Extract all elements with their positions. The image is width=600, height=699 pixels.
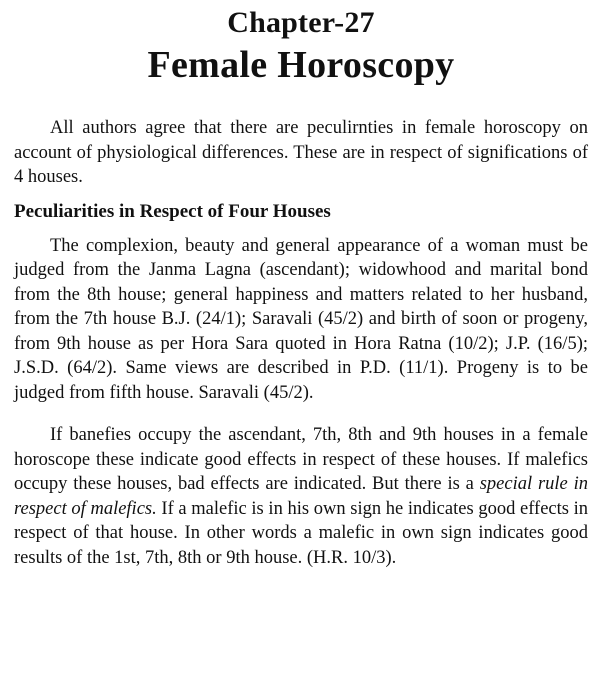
- paragraph-2-text-end: If a malefic is in his own sign he indicates good effects in respect of that house. In other words a malefic in own sign indicates good results of the 1st, 7th, 8th or 9th house. (H.R. 10/3).: [14, 498, 589, 568]
- chapter-title: Female Horoscopy: [147, 44, 455, 86]
- section-heading: Peculiarities in Respect of Four Houses: [14, 200, 331, 222]
- body-paragraph-1: The complexion, beauty and general appearance of a woman must be judged from the Janma Lagna (ascendant); widowhood and marital bond from the 8th house; general happiness and matters related to her husband, from the 7th house B.J. (24/1); Saravali (45/2) and birth of soon or progeny, from 9th house as per Hora Sara quoted in Hora Ratna (10/2); J.P. (16/5); J.S.D. (64/2). Same views are described in P.D. (11/1). Progeny is to be judged from fifth house. Saravali (45/2).: [14, 235, 588, 403]
- paragraph-2-text-start: If banefies occupy the ascendant, 7th, 8th and 9th houses in a female horoscope these indicate good effects in respect of these houses. If malefics occupy these houses, bad effects are indicated. But there is a: [14, 425, 588, 494]
- intro-paragraph: All authors agree that there are peculirnties in female horoscopy on account of physiological differences. These are in respect of significations of 4 houses.: [14, 118, 588, 187]
- paragraph-2-italic-phrase: special rule in respect of malefics.: [14, 474, 588, 519]
- body-paragraph-2: [14, 423, 588, 570]
- chapter-number: Chapter-27: [227, 6, 375, 39]
